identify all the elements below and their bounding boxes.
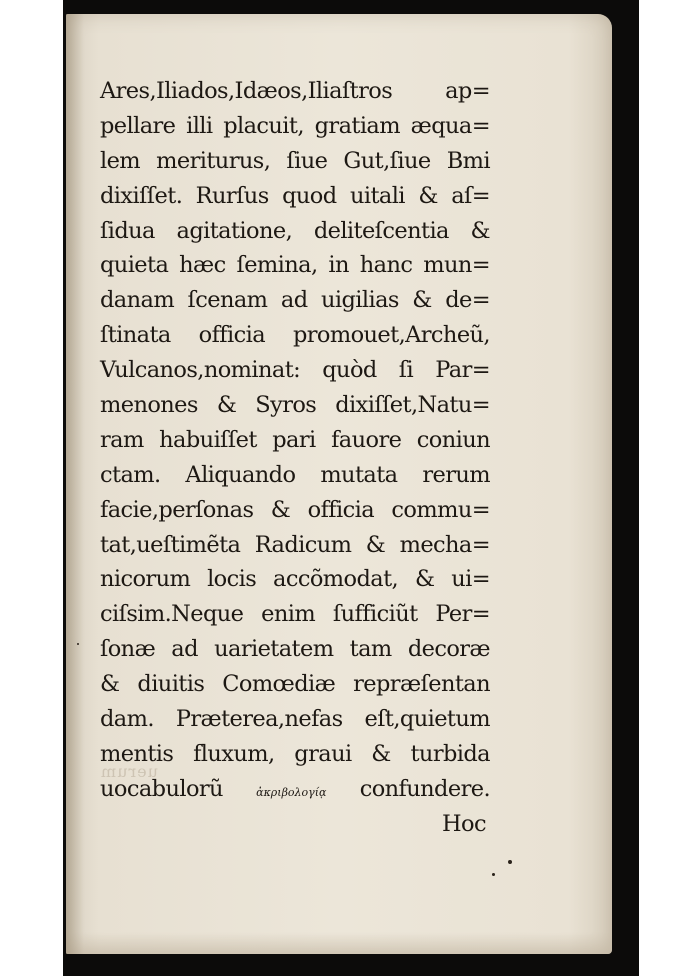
text-line: pellare illi placuit, gratiam æqua= xyxy=(100,112,490,139)
text-line-last xyxy=(100,772,490,807)
greek-word: ἀκριβολογίᾳ xyxy=(256,785,327,799)
text-line: ctam. Aliquando mutata rerum xyxy=(100,461,490,488)
text-line: ſonæ ad uarietatem tam decoræ xyxy=(100,636,490,663)
text-line: mentis fluxum, graui & turbida xyxy=(100,740,490,767)
text-line: dixiſſet. Rurſus quod uitali & aſ= xyxy=(100,182,490,209)
ink-speck xyxy=(77,643,79,645)
ink-speck xyxy=(492,873,495,876)
text-line: tat,ueſtimẽta Radicum & mecha= xyxy=(100,531,490,558)
text-line: dam. Præterea,nefas eſt,quietum xyxy=(100,706,490,733)
text-line: ſtinata officia promouet,Archeũ, xyxy=(100,322,490,349)
text-line: ſidua agitatione, deliteſcentia & xyxy=(100,217,490,244)
bleed-through-text: uerum xyxy=(100,762,158,781)
text-line: Vulcanos,nominat: quòd ſi Par= xyxy=(100,357,490,384)
text-line: nicorum locis accõmodat, & ui= xyxy=(100,566,490,593)
text-block xyxy=(100,74,490,842)
ink-speck xyxy=(508,860,512,864)
text-line: danam ſcenam ad uigilias & de= xyxy=(100,287,490,314)
page-gutter-shadow xyxy=(66,14,84,954)
last-line-start: uocabulorũ xyxy=(100,775,223,802)
text-line: lem meriturus, ſiue Gut,ſiue Bmi xyxy=(100,147,490,174)
text-line: & diuitis Comœdiæ repræſentan xyxy=(100,671,490,698)
text-line: facie,perſonas & officia commu= xyxy=(100,496,490,523)
text-line: ram habuiſſet pari fauore coniun xyxy=(100,426,490,453)
last-line-end: confundere. xyxy=(359,775,490,802)
text-line: Ares,Iliados,Idæos,Iliaſtros ap= xyxy=(100,78,490,104)
text-line: menones & Syros dixiſſet,Natu= xyxy=(100,392,490,419)
text-line: quieta hæc ſemina, in hanc mun= xyxy=(100,252,490,279)
catchword: Hoc xyxy=(442,810,486,837)
text-line: ciſsim.Neque enim ſufficiũt Per= xyxy=(100,601,490,628)
